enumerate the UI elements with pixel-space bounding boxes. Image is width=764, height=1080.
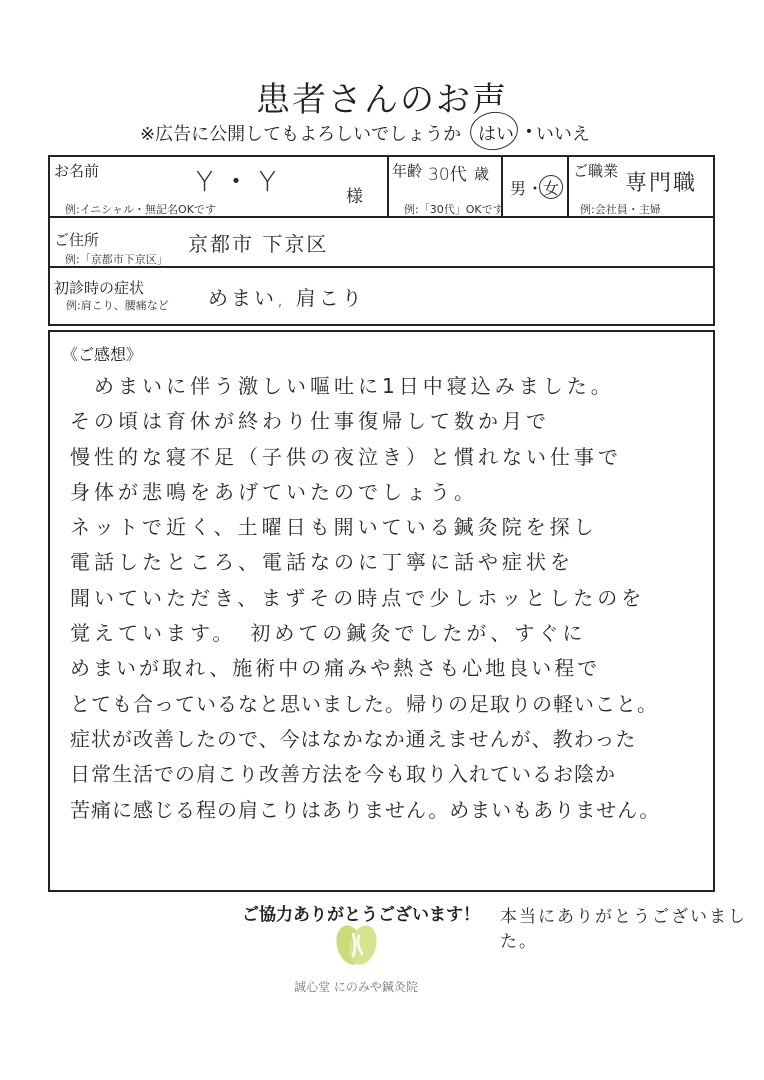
impression-line: めまいに伴う激しい嘔吐に1日中寝込みました。: [70, 374, 615, 398]
thanks-message: ご協力ありがとうございます！: [242, 905, 480, 925]
age-label: 年齢: [392, 162, 423, 180]
impression-line: 覚えています。 初めての鍼灸でしたが、すぐに: [70, 621, 587, 646]
impression-line: 電話したところ、電話なのに丁寧に話や症状を: [70, 550, 574, 575]
impression-line: とても合っているなと思いました。帰りの足取りの軽いこと。: [70, 691, 658, 716]
name-suffix: 様: [346, 187, 363, 207]
symptoms-value[interactable]: めまい, 肩こり: [208, 286, 365, 310]
gender-separator: ・: [527, 179, 544, 198]
impression-line: 慢性的な寝不足（子供の夜泣き）と慣れない仕事で: [70, 444, 622, 469]
address-label: ご住所: [54, 231, 100, 249]
impression-line: 日常生活での肩こり改善方法を今も取り入れているお陰か: [70, 762, 616, 787]
handwritten-thanks: 本当にありがとうございました。: [500, 907, 747, 952]
option-yes[interactable]: はい: [478, 124, 514, 145]
occupation-example: 例:会社員・主婦: [580, 203, 661, 216]
option-no[interactable]: いいえ: [536, 124, 590, 145]
age-value[interactable]: 30代: [428, 165, 467, 185]
impression-line: その頃は育休が終わり仕事復帰して数か月で: [70, 409, 550, 434]
impression-line: ネットで近く、土曜日も開いている鍼灸院を探し: [70, 515, 598, 540]
impressions-label: 《ご感想》: [62, 345, 143, 364]
publish-question: ※広告に公開してもよろしいでしょうか: [140, 124, 462, 145]
impression-line: 聞いていただき、まずその時点で少しホッとしたのを: [70, 585, 646, 610]
address-example: 例:「京都市下京区」: [65, 253, 168, 266]
impression-line: 症状が改善したので、今はなかなか通えませんが、教わった: [70, 726, 637, 751]
name-example: 例:イニシャル・無記名OKです: [65, 203, 216, 216]
impressions-text[interactable]: [70, 370, 710, 829]
form-row-symptoms: [48, 266, 715, 326]
symptoms-example: 例:肩こり、腰痛など: [66, 299, 169, 312]
impression-line: 身体が悲鳴をあげていたのでしょう。: [70, 479, 478, 504]
gender-female[interactable]: 女: [543, 179, 560, 198]
name-label: お名前: [54, 162, 100, 180]
option-separator: ・: [520, 122, 538, 143]
age-example: 例:「30代」OKです: [404, 203, 504, 216]
impression-line: 苦痛に感じる程の肩こりはありません。めまいもありません。: [70, 797, 661, 822]
symptoms-label: 初診時の症状: [54, 279, 145, 297]
gender-male[interactable]: 男: [510, 179, 527, 198]
impression-line: めまいが取れ、施術中の痛みや熱さも心地良い程で: [70, 656, 601, 681]
age-suffix: 歳: [474, 165, 490, 183]
divider: [567, 155, 569, 218]
divider: [387, 155, 389, 218]
occupation-label: ご職業: [573, 162, 619, 180]
clinic-logo-icon: [333, 922, 379, 968]
address-value[interactable]: 京都市 下京区: [188, 232, 329, 256]
page-title: 患者さんのお声: [256, 80, 508, 120]
name-value[interactable]: Y ・ Y: [196, 165, 277, 198]
occupation-value[interactable]: 専門職: [625, 171, 698, 196]
clinic-name: 誠心堂 にのみや鍼灸院: [294, 980, 418, 994]
